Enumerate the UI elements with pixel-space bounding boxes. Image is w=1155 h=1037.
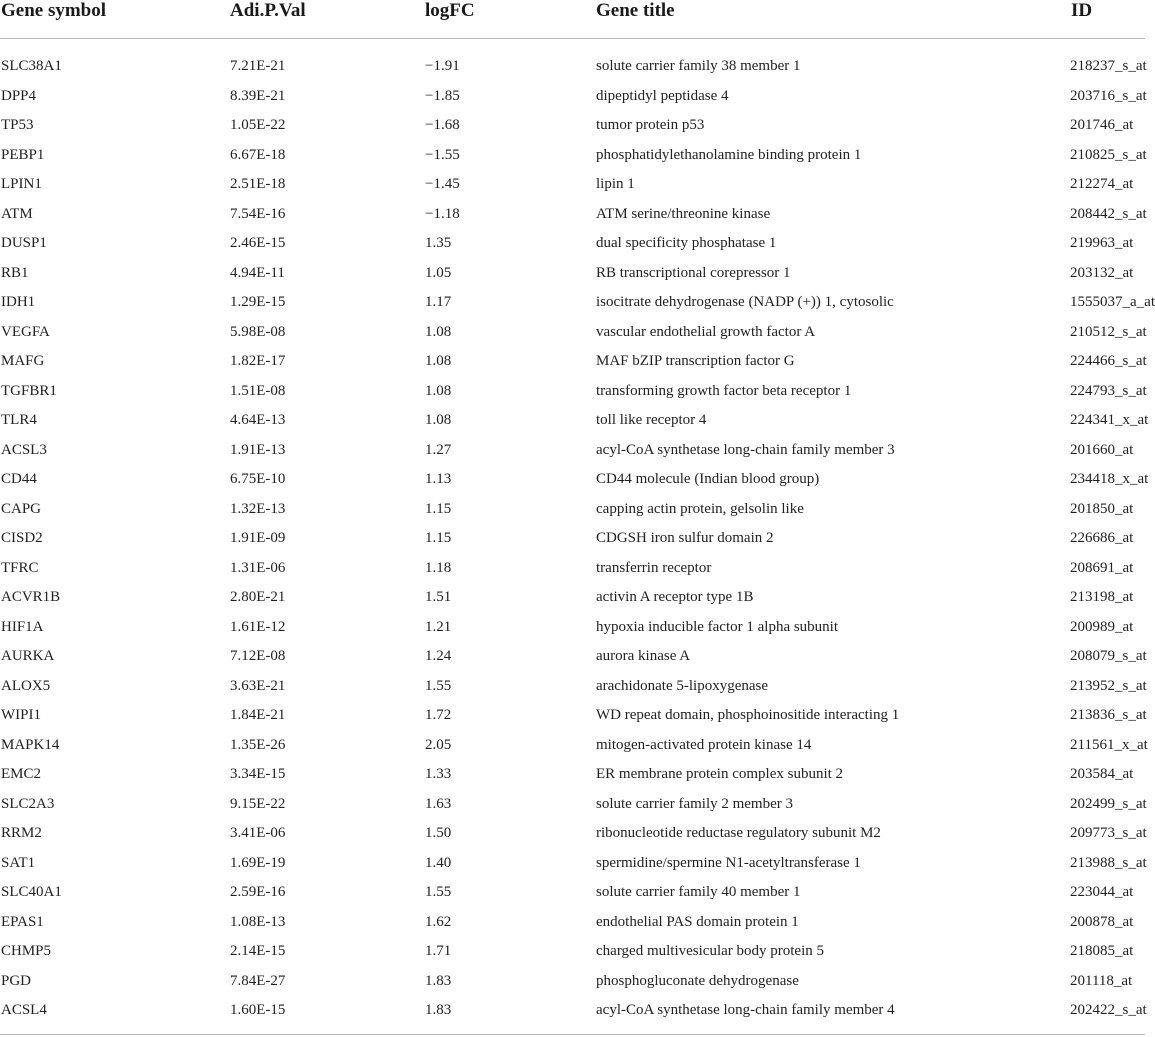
- table-row: [0, 377, 1145, 407]
- probe-id-cell: 201660_at: [1070, 441, 1134, 458]
- gene-title-cell: transforming growth factor beta receptor 1: [596, 382, 852, 399]
- gene-symbol-cell: CISD2: [1, 530, 43, 546]
- logfc-cell: −1.45: [425, 176, 460, 192]
- logfc-cell: 1.08: [425, 353, 452, 369]
- gene-title-cell: solute carrier family 38 member 1: [596, 58, 801, 74]
- logfc-cell: 1.40: [425, 854, 452, 871]
- header-gene-title: Gene title: [595, 0, 1069, 39]
- gene-title-cell: spermidine/spermine N1-acetyltransferase 1: [596, 854, 861, 871]
- adj-p-value-cell: 7.21E-21: [230, 58, 286, 74]
- table-row: [0, 878, 1145, 908]
- adj-p-value-cell: 1.60E-15: [230, 1002, 286, 1018]
- gene-symbol-cell: SLC2A3: [1, 795, 55, 812]
- adj-p-value-cell: 1.61E-12: [230, 618, 286, 635]
- logfc-cell: 1.33: [425, 766, 452, 782]
- logfc-cell: 1.27: [425, 441, 452, 458]
- adj-p-value-cell: 2.46E-15: [230, 235, 286, 251]
- table-row: [0, 141, 1145, 171]
- logfc-cell: 1.05: [425, 264, 452, 281]
- table-row: [0, 672, 1145, 702]
- table-row: [0, 406, 1145, 436]
- logfc-cell: 1.83: [425, 1002, 452, 1018]
- adj-p-value-cell: 2.80E-21: [230, 589, 286, 605]
- adj-p-value-cell: 7.84E-27: [230, 972, 286, 989]
- gene-title-cell: dual specificity phosphatase 1: [596, 235, 777, 251]
- table-row: [0, 82, 1145, 112]
- table-body: [0, 39, 1155, 1034]
- logfc-cell: 1.50: [425, 825, 452, 841]
- table-header: [0, 0, 1145, 39]
- gene-symbol-cell: RRM2: [1, 825, 42, 841]
- probe-id-cell: 234418_x_at: [1070, 471, 1149, 487]
- table-row: [0, 465, 1145, 495]
- probe-id-cell: 211561_x_at: [1070, 736, 1148, 753]
- adj-p-value-cell: 6.75E-10: [230, 471, 286, 487]
- adj-p-value-cell: 3.34E-15: [230, 766, 286, 782]
- gene-title-cell: activin A receptor type 1B: [596, 589, 754, 605]
- adj-p-value-cell: 1.51E-08: [230, 382, 286, 399]
- gene-symbol-cell: SLC40A1: [1, 884, 62, 900]
- table-row: [0, 701, 1145, 731]
- gene-title-cell: toll like receptor 4: [596, 412, 707, 428]
- gene-symbol-cell: HIF1A: [1, 618, 44, 635]
- logfc-cell: 1.72: [425, 707, 452, 723]
- adj-p-value-cell: 1.91E-13: [230, 441, 286, 458]
- gene-symbol-cell: DUSP1: [1, 235, 47, 251]
- gene-title-cell: phosphatidylethanolamine binding protein 1: [596, 146, 862, 163]
- adj-p-value-cell: 9.15E-22: [230, 795, 286, 812]
- adj-p-value-cell: 1.29E-15: [230, 294, 286, 310]
- table-row: [0, 200, 1145, 230]
- probe-id-cell: 203716_s_at: [1070, 87, 1147, 104]
- gene-title-cell: endothelial PAS domain protein 1: [596, 913, 799, 930]
- gene-title-cell: ATM serine/threonine kinase: [596, 205, 771, 222]
- probe-id-cell: 201746_at: [1070, 117, 1134, 133]
- header-adj-p-value: Adi.P.Val: [229, 0, 424, 39]
- logfc-cell: 1.13: [425, 471, 452, 487]
- logfc-cell: 1.21: [425, 618, 452, 635]
- adj-p-value-cell: 1.32E-13: [230, 500, 286, 517]
- header-id: ID: [1069, 0, 1145, 39]
- table-row: [0, 288, 1145, 318]
- gene-symbol-cell: MAPK14: [1, 736, 60, 753]
- gene-symbol-cell: LPIN1: [1, 176, 42, 192]
- gene-symbol-cell: EPAS1: [1, 913, 44, 930]
- table-row: [0, 937, 1145, 967]
- table-row: [0, 819, 1145, 849]
- table-row: [0, 790, 1145, 820]
- logfc-cell: −1.55: [425, 146, 460, 163]
- logfc-cell: 1.55: [425, 884, 452, 900]
- probe-id-cell: 213988_s_at: [1070, 854, 1147, 871]
- adj-p-value-cell: 2.51E-18: [230, 176, 286, 192]
- probe-id-cell: 223044_at: [1070, 884, 1134, 900]
- gene-title-cell: CDGSH iron sulfur domain 2: [596, 530, 774, 546]
- adj-p-value-cell: 4.94E-11: [230, 264, 285, 281]
- table-row: [0, 524, 1145, 554]
- table-row: [0, 111, 1145, 141]
- gene-title-cell: ER membrane protein complex subunit 2: [596, 766, 844, 782]
- gene-title-cell: ribonucleotide reductase regulatory subunit M2: [596, 825, 881, 841]
- logfc-cell: 1.24: [425, 648, 452, 664]
- gene-title-cell: dipeptidyl peptidase 4: [596, 87, 729, 104]
- gene-symbol-cell: TLR4: [1, 412, 37, 428]
- table-row: [0, 554, 1145, 584]
- adj-p-value-cell: 1.84E-21: [230, 707, 286, 723]
- table-row: [0, 731, 1145, 761]
- gene-symbol-cell: AURKA: [1, 648, 55, 664]
- gene-symbol-cell: TGFBR1: [1, 382, 57, 399]
- gene-title-cell: charged multivesicular body protein 5: [596, 943, 824, 959]
- logfc-cell: 1.71: [425, 943, 452, 959]
- gene-symbol-cell: TFRC: [1, 559, 39, 576]
- logfc-cell: 1.15: [425, 530, 452, 546]
- table-row: [0, 39, 1145, 82]
- probe-id-cell: 208079_s_at: [1070, 648, 1147, 664]
- logfc-cell: 2.05: [425, 736, 452, 753]
- adj-p-value-cell: 7.12E-08: [230, 648, 286, 664]
- gene-title-cell: WD repeat domain, phosphoinositide interacting 1: [596, 707, 900, 723]
- header-row: [0, 0, 1145, 39]
- probe-id-cell: 213952_s_at: [1070, 677, 1147, 694]
- probe-id-cell: 210825_s_at: [1070, 146, 1147, 163]
- adj-p-value-cell: 1.31E-06: [230, 559, 286, 576]
- table-row: [0, 318, 1145, 348]
- logfc-cell: −1.18: [425, 205, 460, 222]
- adj-p-value-cell: 2.59E-16: [230, 884, 286, 900]
- gene-symbol-cell: SLC38A1: [1, 58, 62, 74]
- probe-id-cell: 202422_s_at: [1070, 1002, 1147, 1018]
- probe-id-cell: 226686_at: [1070, 530, 1134, 546]
- gene-symbol-cell: CHMP5: [1, 943, 52, 959]
- logfc-cell: 1.08: [425, 323, 452, 340]
- logfc-cell: 1.15: [425, 500, 452, 517]
- adj-p-value-cell: 3.41E-06: [230, 825, 286, 841]
- gene-symbol-cell: WIPI1: [1, 707, 41, 723]
- probe-id-cell: 213198_at: [1070, 589, 1134, 605]
- logfc-cell: 1.51: [425, 589, 452, 605]
- gene-symbol-cell: VEGFA: [1, 323, 50, 340]
- probe-id-cell: 213836_s_at: [1070, 707, 1147, 723]
- probe-id-cell: 200989_at: [1070, 618, 1134, 635]
- header-logfc: logFC: [424, 0, 595, 39]
- gene-title-cell: lipin 1: [596, 176, 635, 192]
- adj-p-value-cell: 8.39E-21: [230, 87, 286, 104]
- probe-id-cell: 1555037_a_at: [1070, 294, 1155, 310]
- table-row: [0, 436, 1145, 466]
- adj-p-value-cell: 1.08E-13: [230, 913, 286, 930]
- table-row: [0, 996, 1145, 1034]
- table-row: [0, 347, 1145, 377]
- gene-symbol-cell: ATM: [1, 205, 33, 222]
- gene-title-cell: tumor protein p53: [596, 117, 705, 133]
- gene-title-cell: RB transcriptional corepressor 1: [596, 264, 791, 281]
- logfc-cell: −1.85: [425, 87, 460, 104]
- gene-title-cell: aurora kinase A: [596, 648, 691, 664]
- table-row: [0, 908, 1145, 938]
- table-row: [0, 495, 1145, 525]
- adj-p-value-cell: 7.54E-16: [230, 205, 286, 222]
- gene-title-cell: acyl-CoA synthetase long-chain family member 3: [596, 441, 895, 458]
- gene-symbol-cell: MAFG: [1, 353, 45, 369]
- logfc-cell: 1.17: [425, 294, 452, 310]
- probe-id-cell: 218085_at: [1070, 943, 1134, 959]
- gene-symbol-cell: PEBP1: [1, 146, 45, 163]
- logfc-cell: 1.08: [425, 412, 452, 428]
- table-row: [0, 760, 1145, 790]
- gene-title-cell: arachidonate 5-lipoxygenase: [596, 677, 769, 694]
- table-row: [0, 967, 1145, 997]
- probe-id-cell: 208691_at: [1070, 559, 1134, 576]
- gene-symbol-cell: ALOX5: [1, 677, 51, 694]
- probe-id-cell: 219963_at: [1070, 235, 1134, 251]
- table-bottom-rule: [0, 1034, 1145, 1035]
- adj-p-value-cell: 4.64E-13: [230, 412, 286, 428]
- gene-symbol-cell: ACVR1B: [1, 589, 61, 605]
- probe-id-cell: 203132_at: [1070, 264, 1134, 281]
- logfc-cell: 1.18: [425, 559, 452, 576]
- logfc-cell: −1.68: [425, 117, 460, 133]
- gene-title-cell: CD44 molecule (Indian blood group): [596, 471, 820, 487]
- logfc-cell: 1.63: [425, 795, 452, 812]
- probe-id-cell: 224466_s_at: [1070, 353, 1147, 369]
- probe-id-cell: 203584_at: [1070, 766, 1134, 782]
- table-row: [0, 170, 1145, 200]
- table-row: [0, 613, 1145, 643]
- gene-symbol-cell: TP53: [1, 117, 34, 133]
- gene-symbol-cell: RB1: [1, 264, 29, 281]
- probe-id-cell: 202499_s_at: [1070, 795, 1147, 812]
- probe-id-cell: 224793_s_at: [1070, 382, 1147, 399]
- gene-symbol-cell: CAPG: [1, 500, 42, 517]
- adj-p-value-cell: 5.98E-08: [230, 323, 286, 340]
- gene-title-cell: acyl-CoA synthetase long-chain family member 4: [596, 1002, 895, 1018]
- probe-id-cell: 208442_s_at: [1070, 205, 1147, 222]
- gene-symbol-cell: DPP4: [1, 87, 37, 104]
- gene-title-cell: solute carrier family 2 member 3: [596, 795, 794, 812]
- adj-p-value-cell: 1.05E-22: [230, 117, 286, 133]
- probe-id-cell: 201850_at: [1070, 500, 1134, 517]
- gene-symbol-cell: PGD: [1, 972, 32, 989]
- adj-p-value-cell: 1.35E-26: [230, 736, 286, 753]
- probe-id-cell: 201118_at: [1070, 972, 1133, 989]
- gene-title-cell: isocitrate dehydrogenase (NADP (+)) 1, cytosolic: [596, 294, 894, 310]
- gene-title-cell: capping actin protein, gelsolin like: [596, 500, 804, 517]
- adj-p-value-cell: 6.67E-18: [230, 146, 286, 163]
- table-row: [0, 259, 1145, 289]
- gene-symbol-cell: CD44: [1, 471, 37, 487]
- header-gene-symbol: Gene symbol: [0, 0, 229, 39]
- gene-title-cell: vascular endothelial growth factor A: [596, 323, 816, 340]
- logfc-cell: −1.91: [425, 58, 460, 74]
- gene-title-cell: MAF bZIP transcription factor G: [596, 353, 795, 369]
- gene-symbol-cell: IDH1: [1, 294, 36, 310]
- table-row: [0, 849, 1145, 879]
- adj-p-value-cell: 1.82E-17: [230, 353, 286, 369]
- adj-p-value-cell: 1.69E-19: [230, 854, 286, 871]
- logfc-cell: 1.35: [425, 235, 452, 251]
- logfc-cell: 1.08: [425, 382, 452, 399]
- probe-id-cell: 224341_x_at: [1070, 412, 1149, 428]
- probe-id-cell: 210512_s_at: [1070, 323, 1147, 340]
- gene-symbol-cell: EMC2: [1, 766, 42, 782]
- probe-id-cell: 212274_at: [1070, 176, 1134, 192]
- gene-symbol-cell: ACSL3: [1, 441, 47, 458]
- logfc-cell: 1.55: [425, 677, 452, 694]
- gene-title-cell: mitogen-activated protein kinase 14: [596, 736, 812, 753]
- logfc-cell: 1.83: [425, 972, 452, 989]
- gene-title-cell: phosphogluconate dehydrogenase: [596, 972, 799, 989]
- logfc-cell: 1.62: [425, 913, 452, 930]
- table-row: [0, 229, 1145, 259]
- adj-p-value-cell: 3.63E-21: [230, 677, 286, 694]
- probe-id-cell: 209773_s_at: [1070, 825, 1147, 841]
- adj-p-value-cell: 2.14E-15: [230, 943, 286, 959]
- adj-p-value-cell: 1.91E-09: [230, 530, 286, 546]
- table-row: [0, 642, 1145, 672]
- gene-title-cell: transferrin receptor: [596, 559, 712, 576]
- gene-title-cell: solute carrier family 40 member 1: [596, 884, 801, 900]
- gene-symbol-cell: ACSL4: [1, 1002, 47, 1018]
- probe-id-cell: 200878_at: [1070, 913, 1134, 930]
- probe-id-cell: 218237_s_at: [1070, 58, 1147, 74]
- gene-title-cell: hypoxia inducible factor 1 alpha subunit: [596, 618, 839, 635]
- table-row: [0, 583, 1145, 613]
- gene-symbol-cell: SAT1: [1, 854, 36, 871]
